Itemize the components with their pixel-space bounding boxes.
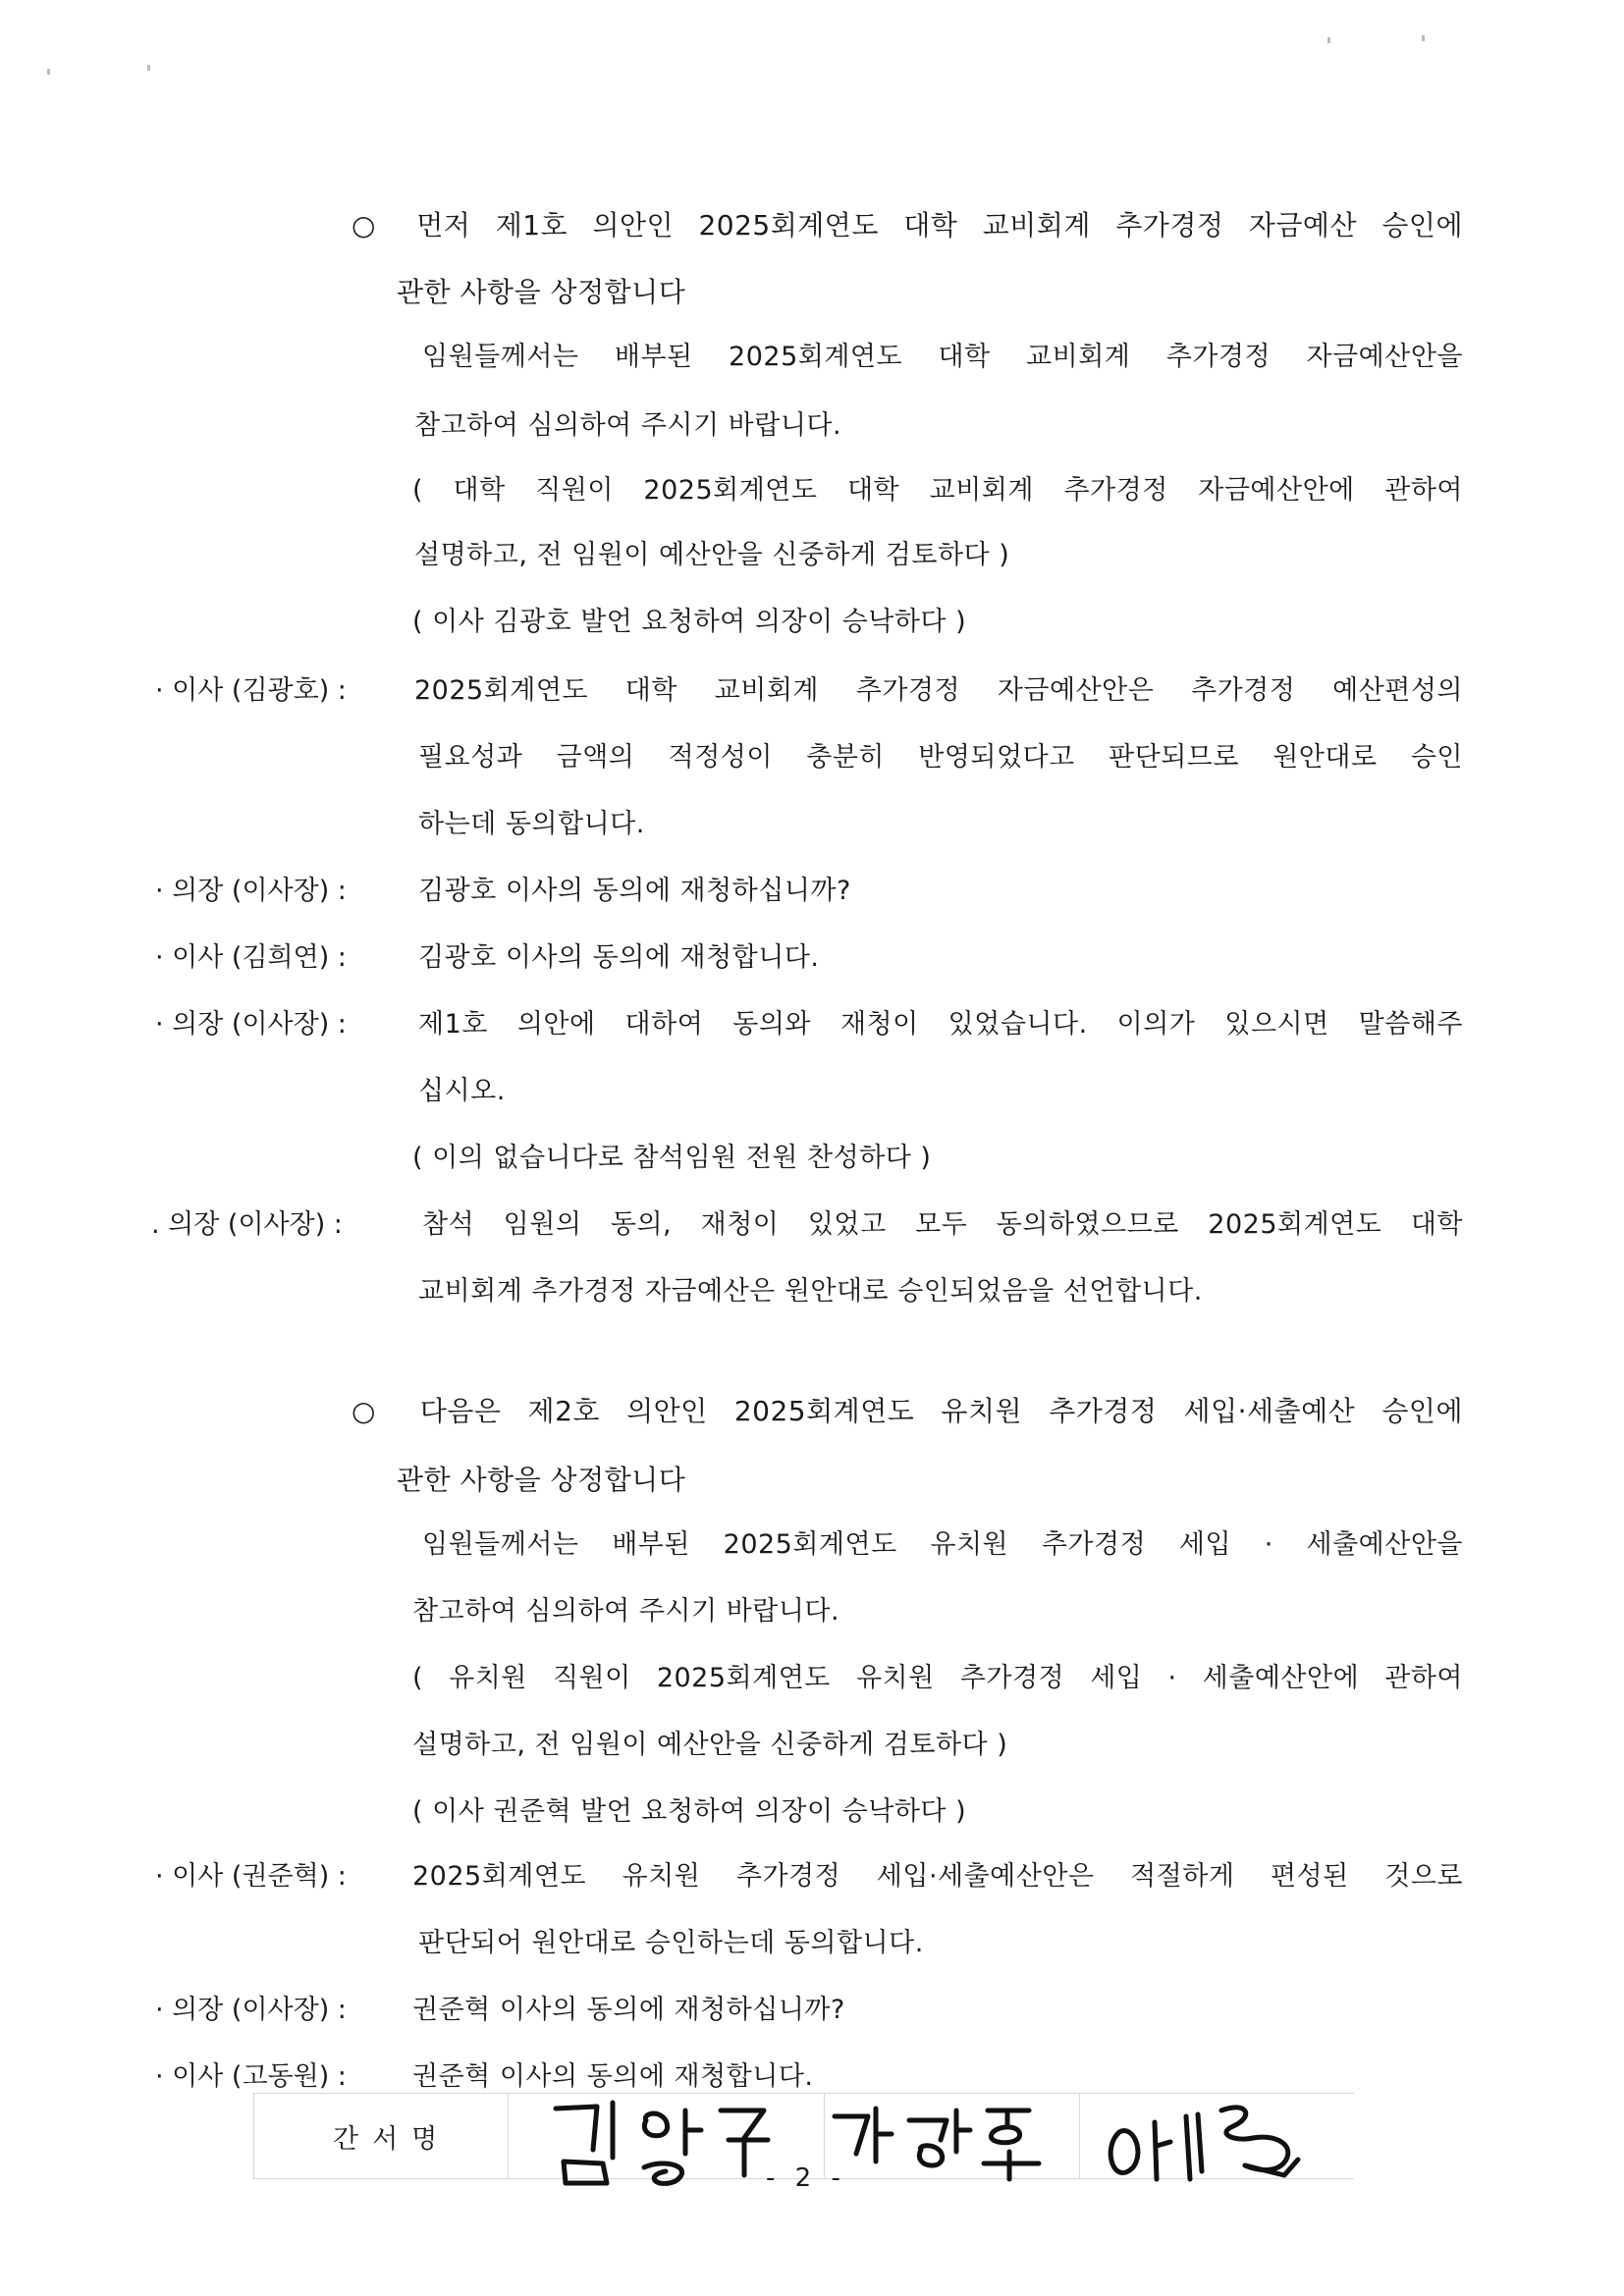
- item2-speaker-3: · 이사 (고동원) :: [155, 2061, 347, 2092]
- item1-s1-line3: 하는데 동의합니다.: [418, 809, 645, 839]
- item1-s5-line2: 교비회계 추가경정 자금예산은 원안대로 승인되었음을 선언합니다.: [418, 1276, 1203, 1307]
- item2-heading-line1: ○ 다음은 제2호 의안인 2025회계연도 유치원 추가경정 세입·세출예산 승인에: [352, 1395, 1463, 1427]
- item2-heading-line2: 관한 사항을 상정합니다: [397, 1464, 686, 1496]
- item1-s2-line1: 김광호 이사의 동의에 재청하십니까?: [418, 876, 851, 906]
- item1-note2: ( 이사 김광호 발언 요청하여 의장이 승낙하다 ): [412, 607, 967, 637]
- scan-speck: [1422, 35, 1425, 41]
- item2-s1-line1: 2025회계연도 유치원 추가경정 세입·세출예산안은 적절하게 편성된 것으로: [412, 1861, 1463, 1892]
- signature-3-icon: [1110, 2108, 1298, 2179]
- item1-s5-line1: 참석 임원의 동의, 재청이 있었고 모두 동의하였으므로 2025회계연도 대학: [422, 1209, 1463, 1240]
- item1-speaker-1: · 이사 (김광호) :: [155, 675, 347, 706]
- item1-note3: ( 이의 없습니다로 참석임원 전원 찬성하다 ): [412, 1143, 932, 1173]
- item2-note1-line1: ( 유치원 직원이 2025회계연도 유치원 추가경정 세입 · 세출예산안에 관하여: [412, 1663, 1463, 1693]
- signature-2-icon: [835, 2109, 1039, 2179]
- item2-s3-line1: 권준혁 이사의 동의에 재청합니다.: [412, 2061, 814, 2092]
- item1-s4-line2: 십시오.: [418, 1076, 506, 1106]
- item1-speaker-5: . 의장 (이사장) :: [151, 1209, 343, 1240]
- item2-speaker-1: · 이사 (권준혁) :: [155, 1861, 347, 1892]
- signature-label: 간서명: [333, 2124, 452, 2155]
- item1-note1-line1: ( 대학 직원이 2025회계연도 대학 교비회계 추가경정 자금예산안에 관하여: [412, 475, 1463, 506]
- item1-speaker-4: · 의장 (이사장) :: [155, 1009, 347, 1040]
- item1-intro-line1: 임원들께서는 배부된 2025회계연도 대학 교비회계 추가경정 자금예산안을: [422, 342, 1463, 372]
- item2-speaker-2: · 의장 (이사장) :: [155, 1995, 347, 2025]
- item1-note1-line2: 설명하고, 전 임원이 예산안을 신중하게 검토하다 ): [414, 540, 1010, 570]
- item2-note1-line2: 설명하고, 전 임원이 예산안을 신중하게 검토하다 ): [412, 1730, 1008, 1760]
- signature-1-icon: [556, 2103, 768, 2183]
- item2-s1-line2: 판단되어 원안대로 승인하는데 동의합니다.: [418, 1928, 924, 1958]
- page-number: - 2 -: [766, 2163, 846, 2193]
- item1-heading-line2: 관한 사항을 상정합니다: [397, 276, 686, 308]
- item1-speaker-2: · 의장 (이사장) :: [155, 876, 347, 906]
- item1-s4-line1: 제1호 의안에 대하여 동의와 재청이 있었습니다. 이의가 있으시면 말씀해주: [418, 1009, 1463, 1040]
- item1-speaker-3: · 이사 (김희연) :: [155, 942, 347, 973]
- item1-s1-line1: 2025회계연도 대학 교비회계 추가경정 자금예산안은 추가경정 예산편성의: [414, 675, 1463, 706]
- item2-intro-line1: 임원들께서는 배부된 2025회계연도 유치원 추가경정 세입 · 세출예산안을: [422, 1529, 1463, 1560]
- item2-s2-line1: 권준혁 이사의 동의에 재청하십니까?: [412, 1995, 845, 2025]
- item2-intro-line2: 참고하여 심의하여 주시기 바랍니다.: [412, 1596, 840, 1627]
- item1-intro-line2: 참고하여 심의하여 주시기 바랍니다.: [414, 410, 842, 441]
- item1-s3-line1: 김광호 이사의 동의에 재청합니다.: [418, 942, 820, 973]
- item1-heading-line1: ○ 먼저 제1호 의안인 2025회계연도 대학 교비회계 추가경정 자금예산 승인에: [352, 209, 1463, 241]
- scan-speck: [1327, 37, 1330, 43]
- item1-s1-line2: 필요성과 금액의 적정성이 충분히 반영되었다고 판단되므로 원안대로 승인: [418, 742, 1463, 773]
- scan-speck: [147, 65, 150, 71]
- item2-note2: ( 이사 권준혁 발언 요청하여 의장이 승낙하다 ): [412, 1796, 967, 1827]
- scan-speck: [47, 69, 50, 75]
